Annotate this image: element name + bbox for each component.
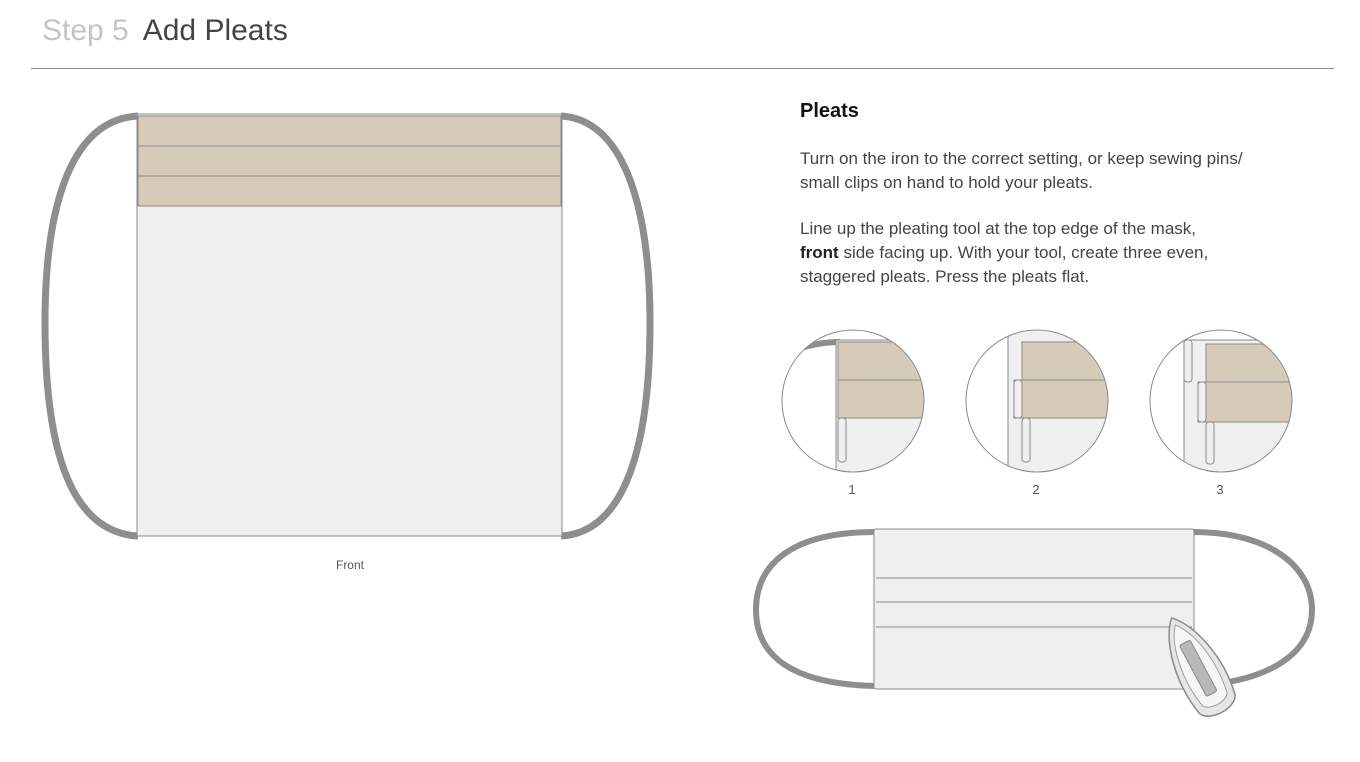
instructions-panel bbox=[800, 100, 1280, 311]
front-emphasis: front bbox=[800, 243, 839, 262]
front-caption: Front bbox=[335, 558, 364, 572]
pressed-mask-diagram bbox=[752, 524, 1322, 738]
pleat-detail-1 bbox=[780, 328, 926, 474]
paragraph-2-prefix: Line up the pleating tool at the top edge of the mask, bbox=[800, 219, 1197, 238]
pleat-step-label-2: 2 bbox=[1032, 482, 1040, 497]
pleat-band-1 bbox=[138, 116, 561, 146]
pleat-band-2 bbox=[138, 146, 561, 176]
left-ear-strap bbox=[756, 532, 875, 686]
instructions-heading: Pleats bbox=[800, 100, 859, 122]
pleat-detail-2 bbox=[964, 328, 1110, 474]
pleat-band-3 bbox=[138, 176, 561, 206]
front-mask-diagram bbox=[36, 108, 666, 548]
paragraph-2-suffix: side facing up. With your tool, create three even, staggered pleats. Press the pleats flat. bbox=[800, 243, 1209, 286]
right-ear-strap bbox=[561, 116, 650, 536]
left-ear-strap bbox=[45, 116, 138, 536]
pleat-detail-3 bbox=[1148, 328, 1294, 474]
page-title: Add Pleats bbox=[142, 14, 288, 47]
mask-fabric bbox=[874, 529, 1194, 689]
pleat-step-label-3: 3 bbox=[1216, 482, 1224, 497]
instruction-paragraph-1: Turn on the iron to the correct setting, or keep sewing pins/ small clips on hand to hold your pleats. bbox=[800, 149, 1243, 192]
header-divider bbox=[31, 68, 1334, 69]
step-number: Step 5 bbox=[42, 14, 129, 47]
pleat-step-label-1: 1 bbox=[848, 482, 856, 497]
instruction-paragraph-2 bbox=[800, 217, 1280, 289]
page-header bbox=[42, 14, 288, 54]
